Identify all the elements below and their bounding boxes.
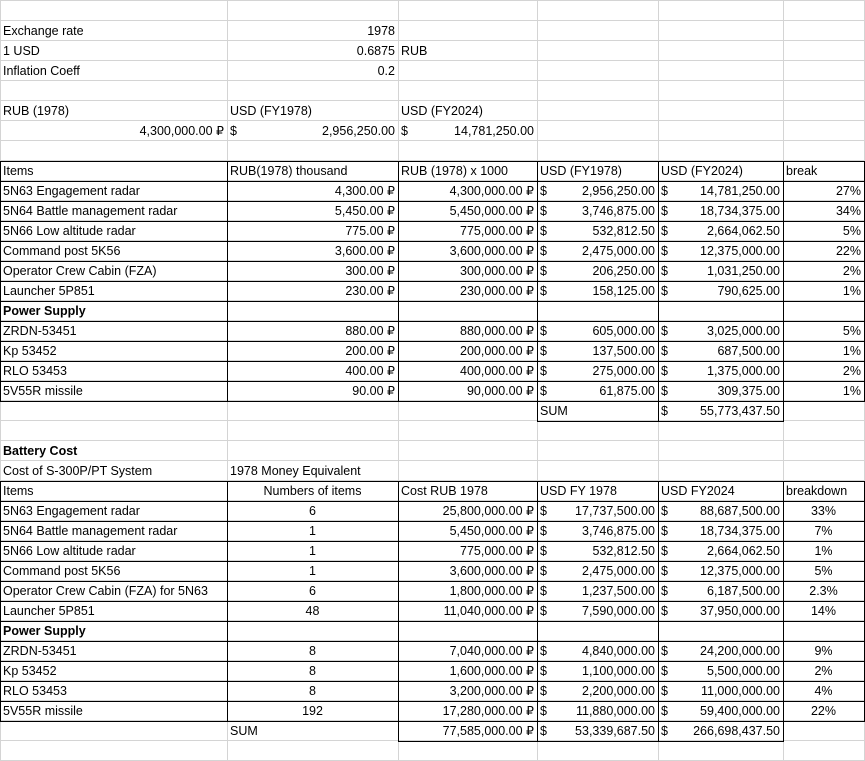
table1-item[interactable]: 5V55R missile (3, 384, 83, 398)
table2-rub[interactable]: 3,200,000.00 ₽ (449, 684, 534, 698)
table2-usd24[interactable]: 6,187,500.00 (707, 584, 780, 598)
usd78-total[interactable]: 2,956,250.00 (322, 124, 395, 138)
currency-symbol: $ (401, 124, 408, 138)
currency-symbol: $ (230, 124, 237, 138)
table2-header[interactable]: Cost RUB 1978 (401, 484, 488, 498)
currency-symbol: $ (540, 644, 547, 658)
table2-usd78[interactable]: 1,100,000.00 (582, 664, 655, 678)
cell-border (658, 401, 659, 422)
table2-num-items[interactable]: 1 (309, 564, 316, 578)
table2-item[interactable]: Command post 5K56 (3, 564, 121, 578)
table2-breakdown[interactable]: 1% (814, 544, 833, 558)
table2-rub[interactable]: 1,800,000.00 ₽ (449, 584, 534, 598)
currency-symbol: $ (540, 684, 547, 698)
table1-rub[interactable]: 200,000.00 ₽ (460, 344, 534, 358)
cell-border (0, 181, 865, 182)
table1-usd78[interactable]: 532,812.50 (592, 224, 655, 238)
table1-usd78[interactable]: 158,125.00 (592, 284, 655, 298)
table1-usd78[interactable]: 137,500.00 (592, 344, 655, 358)
exchange-rate-label[interactable]: Exchange rate (3, 24, 84, 38)
table2-rub[interactable]: 11,040,000.00 ₽ (443, 604, 534, 618)
cell-border (783, 721, 784, 742)
table2-usd24[interactable]: 2,664,062.50 (707, 544, 780, 558)
table2-usd24[interactable]: 37,950,000.00 (700, 604, 780, 618)
table2-usd78[interactable]: 4,840,000.00 (582, 644, 655, 658)
table1-usd78[interactable]: 605,000.00 (592, 324, 655, 338)
table1-rub[interactable]: 3,600,000.00 ₽ (449, 244, 534, 258)
currency-symbol: $ (540, 604, 547, 618)
cell-border (783, 481, 784, 722)
currency-symbol: $ (661, 224, 668, 238)
table1-break[interactable]: 5% (842, 324, 861, 338)
cell-border (398, 741, 784, 742)
table2-power-supply-label[interactable]: Power Supply (3, 624, 86, 638)
cell-border (783, 401, 784, 422)
table1-rub[interactable]: 775,000.00 ₽ (460, 224, 534, 238)
inflation-value[interactable]: 0.2 (377, 64, 395, 78)
table1-break[interactable]: 34% (835, 204, 861, 218)
table2-breakdown[interactable]: 22% (810, 704, 837, 718)
currency-symbol: $ (661, 284, 668, 298)
cell-border (537, 401, 538, 422)
table2-usd78[interactable]: 2,200,000.00 (582, 684, 655, 698)
table1-usd24[interactable]: 790,625.00 (717, 284, 780, 298)
cell-border (0, 261, 865, 262)
table2-num-items[interactable]: 8 (309, 644, 316, 658)
table2-num-items[interactable]: 1 (309, 544, 316, 558)
cell-border (658, 161, 659, 402)
table2-usd24[interactable]: 88,687,500.00 (700, 504, 780, 518)
table1-header[interactable]: USD (FY2024) (661, 164, 743, 178)
table1-item[interactable]: 5N63 Engagement radar (3, 184, 140, 198)
currency-symbol: $ (540, 664, 547, 678)
table1-item[interactable]: Launcher 5P851 (3, 284, 95, 298)
table2-header[interactable]: USD FY 1978 (540, 484, 617, 498)
currency-symbol: $ (540, 184, 547, 198)
currency-symbol: $ (540, 504, 547, 518)
currency-symbol: $ (661, 564, 668, 578)
cell-border (0, 481, 865, 482)
table2-usd24[interactable]: 11,000,000.00 (700, 684, 780, 698)
table2-usd78[interactable]: 2,475,000.00 (582, 564, 655, 578)
table2-item[interactable]: Kp 53452 (3, 664, 57, 678)
usd-rate[interactable]: 0.6875 (356, 44, 395, 58)
table1-header[interactable]: USD (FY1978) (540, 164, 622, 178)
cell-border (0, 621, 865, 622)
cell-border (0, 601, 865, 602)
table1-header[interactable]: RUB (1978) x 1000 (401, 164, 509, 178)
cell-border (0, 641, 865, 642)
table2-num-items[interactable]: 6 (309, 584, 316, 598)
table1-power-supply-label[interactable]: Power Supply (3, 304, 86, 318)
table1-rub[interactable]: 400,000.00 ₽ (460, 364, 534, 378)
table1-rub[interactable]: 5,450,000.00 ₽ (449, 204, 534, 218)
table1-usd78[interactable]: 2,956,250.00 (582, 184, 655, 198)
cell-border (0, 501, 865, 502)
cell-border (0, 541, 865, 542)
table1-rub[interactable]: 300,000.00 ₽ (460, 264, 534, 278)
table2-usd78[interactable]: 3,746,875.00 (582, 524, 655, 538)
table1-break[interactable]: 5% (842, 224, 861, 238)
currency-symbol: $ (661, 404, 668, 418)
cell-border (658, 721, 659, 742)
currency-symbol: $ (661, 524, 668, 538)
cell-border (658, 481, 659, 722)
currency-symbol: $ (661, 384, 668, 398)
table2-num-items[interactable]: 48 (305, 604, 320, 618)
table1-rub[interactable]: 90,000.00 ₽ (466, 384, 534, 398)
table2-item[interactable]: 5N63 Engagement radar (3, 504, 140, 518)
currency-symbol: $ (661, 324, 668, 338)
currency-symbol: $ (540, 584, 547, 598)
cell-border (0, 321, 865, 322)
table1-rub-thousand[interactable]: 200.00 ₽ (345, 344, 395, 358)
table1-rub-thousand[interactable]: 5,450.00 ₽ (334, 204, 395, 218)
cell-border (0, 661, 865, 662)
table1-usd24[interactable]: 12,375,000.00 (700, 244, 780, 258)
table2-breakdown[interactable]: 4% (814, 684, 833, 698)
currency-symbol: $ (661, 664, 668, 678)
cell-border (0, 341, 865, 342)
rub-total[interactable]: 4,300,000.00 ₽ (139, 124, 224, 138)
currency-symbol: $ (540, 204, 547, 218)
table2-item[interactable]: RLO 53453 (3, 684, 67, 698)
table2-breakdown[interactable]: 7% (814, 524, 833, 538)
table1-usd24[interactable]: 1,375,000.00 (707, 364, 780, 378)
table1-usd78[interactable]: 2,475,000.00 (582, 244, 655, 258)
currency-symbol: $ (540, 284, 547, 298)
table2-item[interactable]: Operator Crew Cabin (FZA) for 5N63 (3, 584, 208, 598)
table1-rub[interactable]: 880,000.00 ₽ (460, 324, 534, 338)
table1-usd78[interactable]: 3,746,875.00 (582, 204, 655, 218)
table2-header[interactable]: USD FY2024 (661, 484, 735, 498)
currency-symbol: $ (661, 244, 668, 258)
table1-sum-value[interactable]: 55,773,437.50 (700, 404, 780, 418)
table2-rub[interactable]: 7,040,000.00 ₽ (449, 644, 534, 658)
table1-item[interactable]: 5N66 Low altitude radar (3, 224, 136, 238)
table2-breakdown[interactable]: 5% (814, 564, 833, 578)
table2-usd24[interactable]: 5,500,000.00 (707, 664, 780, 678)
table1-usd24[interactable]: 1,031,250.00 (707, 264, 780, 278)
currency-symbol: $ (661, 344, 668, 358)
table2-rub[interactable]: 25,800,000.00 ₽ (442, 504, 534, 518)
table1-break[interactable]: 2% (842, 264, 861, 278)
table2-num-items[interactable]: 8 (309, 664, 316, 678)
cell-border (0, 281, 865, 282)
table1-break[interactable]: 1% (842, 384, 861, 398)
table2-breakdown[interactable]: 33% (810, 504, 837, 518)
table2-sum-label[interactable]: SUM (230, 724, 258, 738)
table1-rub-thousand[interactable]: 230.00 ₽ (345, 284, 395, 298)
cell-border (0, 481, 1, 722)
system-cost-label[interactable]: Cost of S-300P/PT System (3, 464, 153, 478)
table2-num-items[interactable]: 6 (309, 504, 316, 518)
currency-symbol: $ (661, 684, 668, 698)
cell-border (0, 301, 865, 302)
table2-num-items[interactable]: 192 (302, 704, 323, 718)
table1-usd24[interactable]: 14,781,250.00 (700, 184, 780, 198)
table2-item[interactable]: Launcher 5P851 (3, 604, 95, 618)
currency-symbol: $ (661, 724, 668, 738)
currency-symbol: $ (661, 184, 668, 198)
money-equivalent-label[interactable]: 1978 Money Equivalent (230, 464, 361, 478)
table1-rub-thousand[interactable]: 90.00 ₽ (352, 384, 395, 398)
cell-border (0, 381, 865, 382)
table2-usd24[interactable]: 24,200,000.00 (700, 644, 780, 658)
table1-usd78[interactable]: 61,875.00 (599, 384, 655, 398)
table2-rub[interactable]: 775,000.00 ₽ (460, 544, 534, 558)
currency-symbol: $ (540, 724, 547, 738)
cell-border (537, 721, 538, 742)
table1-break[interactable]: 1% (842, 284, 861, 298)
table1-item[interactable]: Kp 53452 (3, 344, 57, 358)
table2-item[interactable]: 5V55R missile (3, 704, 83, 718)
cell-border (227, 161, 228, 402)
currency-symbol: $ (661, 584, 668, 598)
table2-item[interactable]: 5N66 Low altitude radar (3, 544, 136, 558)
cell-border (398, 481, 399, 722)
cell-border (0, 401, 865, 402)
currency-symbol: $ (661, 704, 668, 718)
currency-symbol: $ (540, 244, 547, 258)
cell-border (0, 701, 865, 702)
currency-symbol: $ (540, 344, 547, 358)
table1-break[interactable]: 27% (835, 184, 861, 198)
table1-rub-thousand[interactable]: 880.00 ₽ (345, 324, 395, 338)
table2-header[interactable]: Items (3, 484, 34, 498)
table1-break[interactable]: 22% (835, 244, 861, 258)
table1-header[interactable]: break (786, 164, 818, 178)
table1-usd24[interactable]: 2,664,062.50 (707, 224, 780, 238)
gridline-h (0, 0, 865, 1)
table2-num-items[interactable]: 1 (309, 524, 316, 538)
currency-symbol: $ (661, 644, 668, 658)
table1-usd78[interactable]: 206,250.00 (592, 264, 655, 278)
cell-border (0, 721, 865, 722)
usd-label[interactable]: 1 USD (3, 44, 40, 58)
table2-item[interactable]: 5N64 Battle management radar (3, 524, 178, 538)
battery-cost-label[interactable]: Battery Cost (3, 444, 78, 458)
inflation-label[interactable]: Inflation Coeff (3, 64, 80, 78)
cell-border (0, 561, 865, 562)
table2-usd24[interactable]: 18,734,375.00 (700, 524, 780, 538)
cell-border (398, 161, 399, 402)
table2-sum-usd78[interactable]: 53,339,687.50 (575, 724, 655, 738)
table1-item[interactable]: Command post 5K56 (3, 244, 121, 258)
table1-break[interactable]: 1% (842, 344, 861, 358)
table2-rub[interactable]: 1,600,000.00 ₽ (449, 664, 534, 678)
table1-rub-thousand[interactable]: 4,300.00 ₽ (334, 184, 395, 198)
table2-rub[interactable]: 3,600,000.00 ₽ (449, 564, 534, 578)
table2-header[interactable]: breakdown (786, 484, 848, 498)
currency-symbol: $ (540, 364, 547, 378)
usd78-header[interactable]: USD (FY1978) (230, 104, 312, 118)
exchange-rate-year[interactable]: 1978 (367, 24, 395, 38)
table1-item[interactable]: 5N64 Battle management radar (3, 204, 178, 218)
currency-symbol: $ (540, 564, 547, 578)
table1-rub-thousand[interactable]: 775.00 ₽ (345, 224, 395, 238)
table2-item[interactable]: ZRDN-53451 (3, 644, 77, 658)
table2-sum-rub[interactable]: 77,585,000.00 ₽ (442, 724, 534, 738)
table2-header[interactable]: Numbers of items (263, 484, 362, 498)
currency-symbol: $ (540, 544, 547, 558)
table1-item[interactable]: RLO 53453 (3, 364, 67, 378)
currency-symbol: $ (540, 324, 547, 338)
cell-border (0, 361, 865, 362)
currency-symbol: $ (661, 604, 668, 618)
cell-border (0, 221, 865, 222)
table2-usd78[interactable]: 532,812.50 (592, 544, 655, 558)
currency-symbol: $ (540, 524, 547, 538)
currency-symbol: $ (661, 204, 668, 218)
table2-breakdown[interactable]: 2.3% (809, 584, 838, 598)
cell-border (0, 201, 865, 202)
table2-rub[interactable]: 5,450,000.00 ₽ (449, 524, 534, 538)
currency-symbol: $ (540, 264, 547, 278)
table2-breakdown[interactable]: 14% (810, 604, 837, 618)
table1-break[interactable]: 2% (842, 364, 861, 378)
table2-sum-usd24[interactable]: 266,698,437.50 (693, 724, 780, 738)
table2-usd24[interactable]: 12,375,000.00 (700, 564, 780, 578)
table1-rub[interactable]: 230,000.00 ₽ (460, 284, 534, 298)
cell-border (227, 481, 228, 722)
cell-border (398, 721, 399, 742)
usd24-total[interactable]: 14,781,250.00 (454, 124, 534, 138)
currency-symbol: $ (540, 704, 547, 718)
table1-header[interactable]: RUB(1978) thousand (230, 164, 348, 178)
table1-usd78[interactable]: 275,000.00 (592, 364, 655, 378)
table2-usd78[interactable]: 7,590,000.00 (582, 604, 655, 618)
table1-rub[interactable]: 4,300,000.00 ₽ (449, 184, 534, 198)
currency-symbol: $ (661, 364, 668, 378)
cell-border (783, 161, 784, 402)
table2-breakdown[interactable]: 9% (814, 644, 833, 658)
table1-usd24[interactable]: 18,734,375.00 (700, 204, 780, 218)
cell-border (0, 581, 865, 582)
cell-border (0, 161, 865, 162)
usd24-header[interactable]: USD (FY2024) (401, 104, 483, 118)
currency-symbol: $ (661, 544, 668, 558)
usd-rate-unit[interactable]: RUB (401, 44, 428, 58)
table1-item[interactable]: ZRDN-53451 (3, 324, 77, 338)
table2-usd78[interactable]: 11,880,000.00 (575, 704, 655, 718)
cell-border (0, 521, 865, 522)
cell-border (0, 241, 865, 242)
rub-header[interactable]: RUB (1978) (3, 104, 69, 118)
cell-border (537, 481, 538, 722)
table1-header[interactable]: Items (3, 164, 34, 178)
table1-item[interactable]: Operator Crew Cabin (FZA) (3, 264, 157, 278)
table2-num-items[interactable]: 8 (309, 684, 316, 698)
table2-usd78[interactable]: 17,737,500.00 (575, 504, 655, 518)
currency-symbol: $ (661, 264, 668, 278)
table1-sum-label[interactable]: SUM (540, 404, 568, 418)
table1-usd24[interactable]: 309,375.00 (717, 384, 780, 398)
table1-rub-thousand[interactable]: 400.00 ₽ (345, 364, 395, 378)
table1-rub-thousand[interactable]: 300.00 ₽ (345, 264, 395, 278)
currency-symbol: $ (661, 504, 668, 518)
table1-usd24[interactable]: 687,500.00 (717, 344, 780, 358)
table1-rub-thousand[interactable]: 3,600.00 ₽ (334, 244, 395, 258)
table1-usd24[interactable]: 3,025,000.00 (707, 324, 780, 338)
table2-breakdown[interactable]: 2% (814, 664, 833, 678)
table2-usd78[interactable]: 1,237,500.00 (582, 584, 655, 598)
table2-rub[interactable]: 17,280,000.00 ₽ (442, 704, 534, 718)
cell-border (0, 681, 865, 682)
currency-symbol: $ (540, 224, 547, 238)
cell-border (537, 421, 784, 422)
cell-border (0, 161, 1, 402)
currency-symbol: $ (540, 384, 547, 398)
cell-border (537, 161, 538, 402)
table2-usd24[interactable]: 59,400,000.00 (700, 704, 780, 718)
